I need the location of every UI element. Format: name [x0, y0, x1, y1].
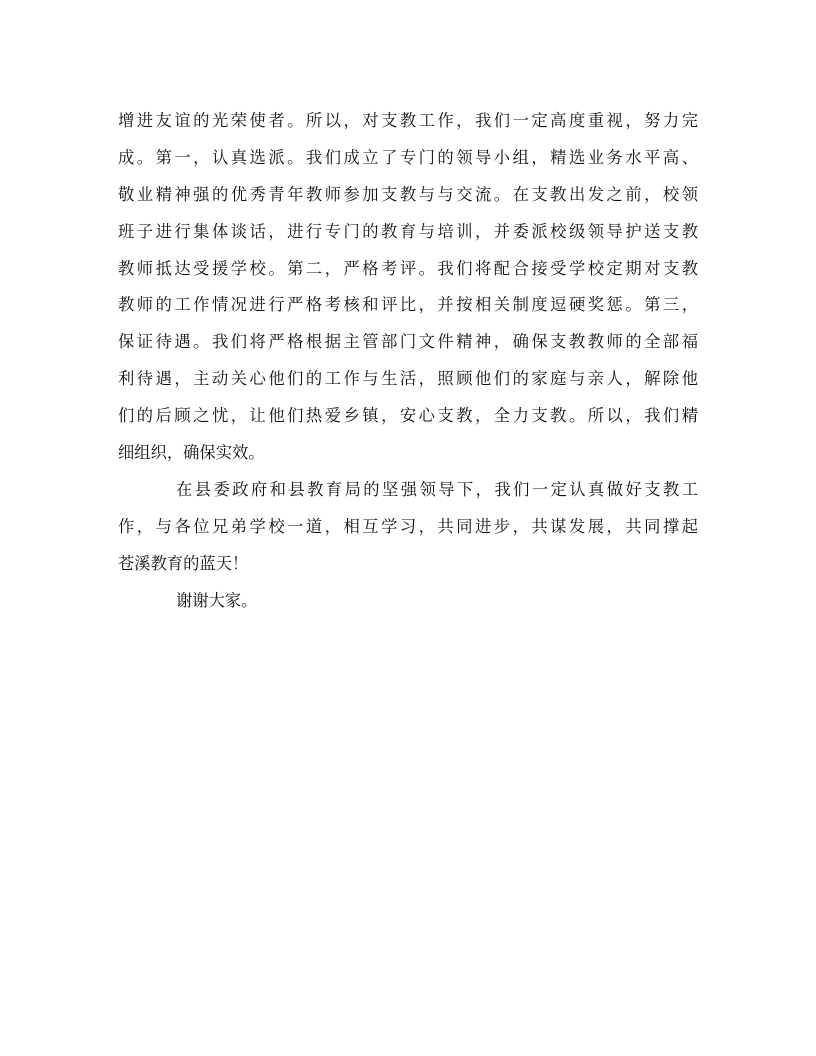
text-line: 在县委政府和县教育局的坚强领导下，我们一定认真做好支教工: [176, 479, 698, 499]
body-text: [118, 103, 698, 619]
text-line: 教师的工作情况进行严格考核和评比，并按相关制度逗硬奖惩。第三，: [118, 295, 698, 315]
text-line: 利待遇，主动关心他们的工作与生活，照顾他们的家庭与亲人，解除他: [118, 369, 698, 389]
text-line: 班子进行集体谈话，进行专门的教育与培训，并委派校级领导护送支教: [118, 221, 698, 241]
text-line: 敬业精神强的优秀青年教师参加支教与与交流。在支教出发之前，校领: [118, 184, 698, 204]
text-line: 成。第一，认真选派。我们成立了专门的领导小组，精选业务水平高、: [118, 147, 698, 167]
text-line: 增进友谊的光荣使者。所以，对支教工作，我们一定高度重视，努力完: [118, 111, 698, 130]
text-line: 教师抵达受援学校。第二，严格考评。我们将配合接受学校定期对支教: [118, 258, 698, 278]
text-line: 苍溪教育的蓝天！: [118, 553, 249, 573]
text-line: 作，与各位兄弟学校一道，相互学习，共同进步，共谋发展，共同撑起: [118, 516, 698, 536]
text-line: 细组织，确保实效。: [118, 443, 265, 463]
text-line: 们的后顾之忧，让他们热爱乡镇，安心支教，全力支教。所以，我们精: [118, 406, 698, 426]
text-line: 保证待遇。我们将严格根据主管部门文件精神，确保支教教师的全部福: [118, 332, 698, 352]
closing-line: 谢谢大家。: [176, 590, 258, 610]
